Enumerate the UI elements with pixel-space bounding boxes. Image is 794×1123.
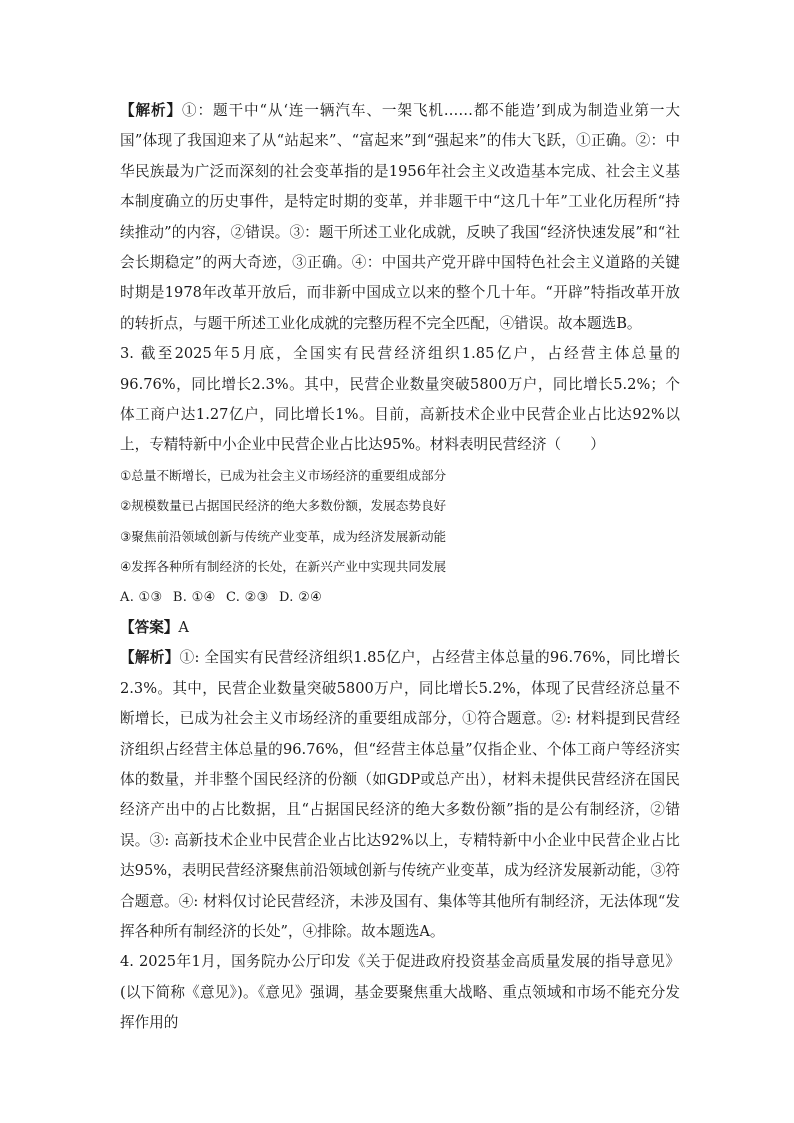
page-content (120, 96, 680, 1039)
q3-option-2: ②规模数量已占据国民经济的绝大多数份额，发展态势良好 (120, 498, 447, 514)
answer-label: 【答案】 (120, 618, 179, 636)
choice-b: B. ①④ (172, 589, 216, 605)
analysis-text: ①: 全国实有民营经济组织1.85亿户，占经营主体总量的96.76%，同比增长2.3%。其中，民营企业数量突破5800万户，同比增长5.2%，体现了民营经济总量不断增长，已成为社会主义市场经济的重要组成部分，①符合题意。②: 材料提到民营经济组织占经营主体总量的96.76%，但“经营主体总量”仅指企业、个体工商户等经济实体的数量，并非整个国民经济的份额（如GDP或总产出），材料未提供民营经济在国民经济产出中的占比数据，且“占据国民经济的绝大多数份额”指的是公有制经济，②错误。③: 高新技术企业中民营企业占比达92%以上，专精特新中小企业中民营企业占比达95%，表明民营经济聚焦前沿领域创新与传统产业变革，成为经济发展新动能，③符合题意。④: 材料仅讨论民营经济，未涉及国有、集体等其他所有制经济，无法体现“发挥各种所有制经济的长处”，④排除。故本题选A。 (120, 649, 680, 940)
q3-option-1: ①总量不断增长，已成为社会主义市场经济的重要组成部分 (120, 467, 447, 483)
q3-analysis (120, 643, 680, 947)
choice-c: C. ②③ (225, 589, 269, 605)
choice-a: A. ①③ (120, 589, 163, 605)
analysis-label: 【解析】 (120, 649, 180, 667)
analysis-text: ①：题干中“从‘连一辆汽车、一架飞机……都不能造’到成为制造业第一大国”体现了我国迎来了从“站起来”、“富起来”到“强起来”的伟大飞跃，①正确。②：中华民族最为广泛而深刻的社会变革指的是1956年社会主义改造基本完成、社会主义基本制度确立的历史事件，是特定时期的变革，并非题干中“这几十年”工业化历程所“持续推动”的内容，②错误。③：题干所述工业化成就，反映了我国“经济快速发展”和“社会长期稳定”的两大奇迹，③正确。④：中国共产党开辟中国特色社会主义道路的关键时期是1978年改革开放后，而非新中国成立以来的整个几十年。“开辟”特指改革开放的转折点，与题干所述工业化成就的完整历程不完全匹配，④错误。故本题选B。 (120, 102, 680, 332)
answer-value: A (178, 618, 189, 636)
q2-analysis (120, 96, 680, 339)
q4-stem: 4. 2025年1月，国务院办公厅印发《关于促进政府投资基金高质量发展的指导意见》(以下简称《意见》)。《意见》强调，基金要聚焦重大战略、重点领域和市场不能充分发挥作用的 (120, 953, 680, 1032)
q3-answer (120, 613, 680, 643)
q3-stem: 3. 截至2025年5月底，全国实有民营经济组织1.85亿户，占经营主体总量的96.76%，同比增长2.3%。其中，民营企业数量突破5800万户，同比增长5.2%；个体工商户达1.27亿户，同比增长1%。目前，高新技术企业中民营企业占比达92%以上，专精特新中小企业中民营企业占比达95%。材料表明民营经济（ ） (120, 345, 680, 454)
choice-d: D. ②④ (278, 589, 323, 605)
q3-option-4: ④发挥各种所有制经济的长处，在新兴产业中实现共同发展 (120, 559, 447, 575)
q3-choices (120, 583, 680, 613)
analysis-label: 【解析】 (120, 102, 182, 119)
q3-option-3: ③聚焦前沿领域创新与传统产业变革，成为经济发展新动能 (120, 528, 447, 544)
